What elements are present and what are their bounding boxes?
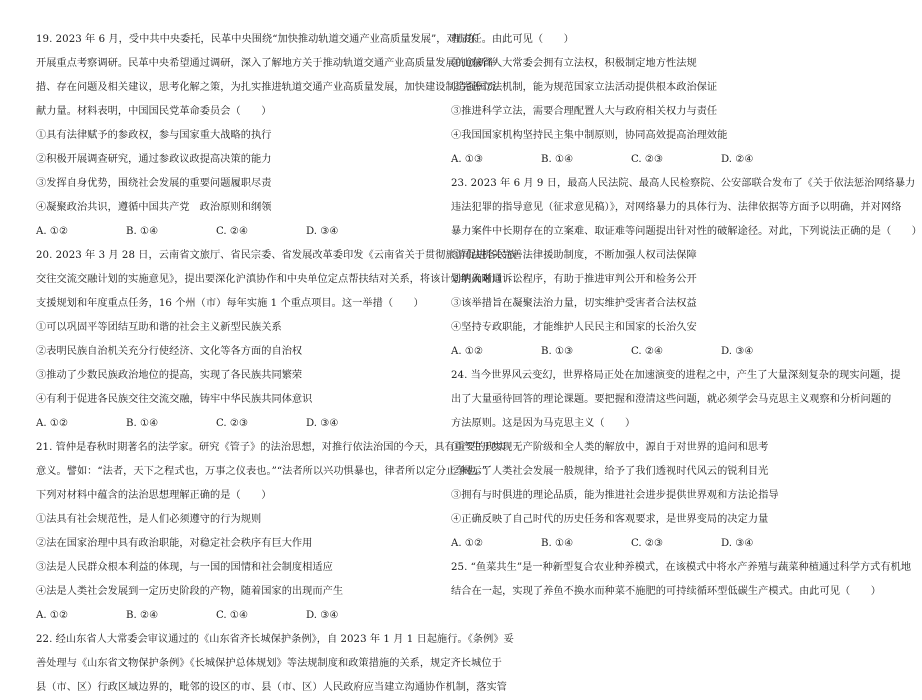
- q24-statement: ②揭示了人类社会发展一般规律，给予了我们透视时代风云的锐利目光: [451, 466, 769, 477]
- q24-option-c: C. ②③: [631, 538, 664, 549]
- q20-stem-line: 支援规划和年度重点任务，16 个州（市）每年实施 1 个重点项目。这一举措（ ）: [36, 298, 424, 309]
- q20-option-a: A. ①②: [36, 418, 69, 429]
- q21-stem-line: 意义。譬如：“法者，天下之程式也，万事之仪表也。”“法者所以兴功惧暴也，律者所以定分止争也。”: [36, 466, 488, 477]
- q23-option-a: A. ①②: [451, 346, 484, 357]
- q19-statement: ②积极开展调查研究，通过参政议政提高决策的能力: [36, 154, 272, 165]
- question-25: [451, 556, 912, 604]
- right-column: [451, 28, 922, 604]
- q19-option-b: B. ①④: [126, 226, 159, 237]
- q22-option-b: B. ①④: [541, 154, 574, 165]
- q22-options: [451, 148, 857, 172]
- q19-statement: ①具有法律赋予的参政权，参与国家重大战略的执行: [36, 130, 272, 141]
- q20-statement: ④有利于促进各民族交往交流交融，铸牢中华民族共同体意识: [36, 394, 313, 405]
- q20-statement: ①可以巩固平等团结互助和谐的社会主义新型民族关系: [36, 322, 282, 333]
- q21-option-b: B. ②④: [126, 610, 159, 621]
- q22-statement: ②完善立法机制，能为规范国家立法活动提供根本政治保证: [451, 82, 718, 93]
- q20-stem-line: 交往交流交融计划的实施意见》，提出要深化沪滇协作和中央单位定点帮扶结对关系，将该计划纳入对口: [36, 274, 502, 285]
- q23-stem-line: 暴力案件中长期存在的立案难、取证难等问题提出针对性的破解途径。对此，下列说法正确的是（ ）: [451, 226, 922, 237]
- q19-stem-line: 开展重点考察调研。民革中央希望通过调研，深入了解地方关于推动轨道交通产业高质量发展的创新举: [36, 58, 497, 69]
- q25-stem-line: 25. “鱼菜共生”是一种新型复合农业种养模式，在该模式中将水产养殖与蔬菜种植通过科学方式有机地: [451, 562, 912, 573]
- q24-option-d: D. ③④: [721, 538, 754, 549]
- question-23: [451, 172, 922, 364]
- q19-statement: ③发挥自身优势，围绕社会发展的重要问题履职尽责: [36, 178, 272, 189]
- question-20: [36, 244, 518, 436]
- q22-option-a: A. ①③: [451, 154, 484, 165]
- q23-statement: ③该举措旨在凝聚法治力量，切实维护受害者合法权益: [451, 298, 697, 309]
- q23-statement: ②明确晰通诉讼程序，有助于推进审判公开和检务公开: [451, 274, 697, 285]
- q22-stem-line: 善处理与《山东省文物保护条例》《长城保护总体规划》等法规制度和政策措施的关系，规定齐长城位于: [36, 658, 502, 669]
- q22-statement: ④我国国家机构坚持民主集中制原则，协同高效提高治理效能: [451, 130, 728, 141]
- question-22-continued: [451, 28, 857, 172]
- q24-stem-line: 方法原则。这是因为马克思主义（ ）: [451, 418, 636, 429]
- q23-option-d: D. ③④: [721, 346, 754, 357]
- q23-stem-line: 23. 2023 年 6 月 9 日，最高人民法院、最高人民检察院、公安部联合发布了《关于依法惩治网络暴力: [451, 178, 916, 189]
- q20-statement: ②表明民族自治机关充分行使经济、文化等各方面的自治权: [36, 346, 303, 357]
- q21-option-a: A. ①②: [36, 610, 69, 621]
- q23-option-b: B. ①③: [541, 346, 574, 357]
- q24-stem-line: 出了大量亟待回答的理论课题。要把握和澄清这些问题，就必须学会马克思主义观察和分析问题的: [451, 394, 892, 405]
- q22-statement: ③推进科学立法，需要合理配置人大与政府相关权力与责任: [451, 106, 718, 117]
- q23-option-c: C. ②④: [631, 346, 664, 357]
- q20-stem-line: 20. 2023 年 3 月 28 日，云南省文旅厅、省民宗委、省发展改革委印发《云南省关于贯彻旅游促进各民族: [36, 250, 518, 261]
- q20-option-b: B. ①④: [126, 418, 159, 429]
- q20-option-c: C. ②③: [216, 418, 249, 429]
- question-21: [36, 436, 507, 628]
- q22-option-d: D. ②④: [721, 154, 754, 165]
- q19-options: [36, 220, 442, 244]
- q21-statement: ②法在国家治理中具有政治职能，对稳定社会秩序有巨大作用: [36, 538, 313, 549]
- q24-statement: ③拥有与时俱进的理论品质，能为推进社会进步提供世界观和方法论指导: [451, 490, 779, 501]
- q23-statement: ④坚持专政职能，才能维护人民民主和国家的长治久安: [451, 322, 697, 333]
- q24-option-a: A. ①②: [451, 538, 484, 549]
- q20-option-d: D. ③④: [306, 418, 339, 429]
- q21-statement: ①法具有社会规范性，是人们必须遵守的行为规则: [36, 514, 262, 525]
- q22-stem-line: 县（市、区）行政区域边界的，毗邻的设区的市、县（市、区）人民政府应当建立沟通协作机制，落实管: [36, 682, 507, 693]
- q21-statement: ③法是人民群众根本利益的体现，与一国的国情和社会制度相适应: [36, 562, 333, 573]
- q21-stem-line: 下列对材料中蕴含的法治思想理解正确的是（ ）: [36, 490, 272, 501]
- q21-option-c: C. ①④: [216, 610, 249, 621]
- q24-statement: ①产生于实现无产阶级和全人类的解放中，源自于对世界的追问和思考: [451, 442, 769, 453]
- q25-stem-line: 结合在一起，实现了养鱼不换水而种菜不施肥的可持续循环型低碳生产模式。由此可见（ ）: [451, 586, 881, 597]
- q19-stem-line: 措、存在问题及相关建议，思考化解之策，为扎实推进轨道交通产业高质量发展，加快建设制造强国贡: [36, 82, 497, 93]
- q21-stem-line: 21. 管仲是春秋时期著名的法学家。研究《管子》的法治思想，对推行依法治国的今天，具有重要的现实: [36, 442, 507, 453]
- q23-statement: ①司法机关完善法律援助制度，不断加强人权司法保障: [451, 250, 697, 261]
- q21-option-d: D. ③④: [306, 610, 339, 621]
- q23-options: [451, 340, 857, 364]
- q20-statement: ③推动了少数民族政治地位的提高，实现了各民族共同繁荣: [36, 370, 303, 381]
- question-24: [451, 364, 901, 556]
- q22-statement: ①山东省人大常委会拥有立法权，积极制定地方性法规: [451, 58, 697, 69]
- q24-options: [451, 532, 857, 556]
- q20-options: [36, 412, 442, 436]
- q19-statement: ④凝聚政治共识，遵循中国共产党 政治原则和纲领: [36, 202, 272, 213]
- q19-option-d: D. ③④: [306, 226, 339, 237]
- q22-option-c: C. ②③: [631, 154, 664, 165]
- q19-stem-line: 19. 2023 年 6 月，受中共中央委托，民革中央围绕“加快推动轨道交通产业高质量发展”，对山东: [36, 34, 478, 45]
- q24-option-b: B. ①④: [541, 538, 574, 549]
- q19-stem-line: 献力量。材料表明，中国国民党革命委员会（ ）: [36, 106, 272, 117]
- q22-stem-line: 理责任。由此可见（ ）: [451, 34, 574, 45]
- q24-statement: ④正确反映了自己时代的历史任务和客观要求，是世界变局的决定力量: [451, 514, 769, 525]
- q22-stem-line: 22. 经山东省人大常委会审议通过的《山东省齐长城保护条例》，自 2023 年 1 月 1 日起施行。《条例》妥: [36, 634, 514, 645]
- q21-options: [36, 604, 442, 628]
- question-22: [36, 628, 514, 700]
- q24-stem-line: 24. 当今世界风云变幻，世界格局正处在加速演变的进程之中，产生了大量深刻复杂的现实问题，提: [451, 370, 901, 381]
- q23-stem-line: 违法犯罪的指导意见（征求意见稿）》，对网络暴力的具体行为、法律依据等方面予以明确，并对网络: [451, 202, 902, 213]
- q21-statement: ④法是人类社会发展到一定历史阶段的产物，随着国家的出现而产生: [36, 586, 344, 597]
- q19-option-c: C. ②④: [216, 226, 249, 237]
- q19-option-a: A. ①②: [36, 226, 69, 237]
